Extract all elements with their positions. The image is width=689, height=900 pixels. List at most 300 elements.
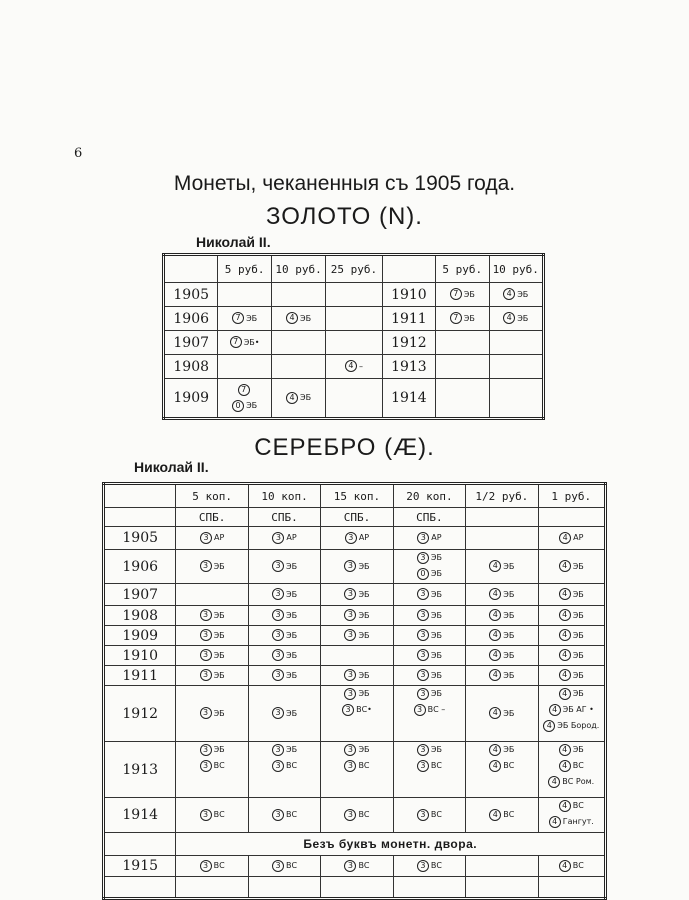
circled-number-icon: 3	[272, 760, 284, 772]
circled-number-icon: 3	[272, 809, 284, 821]
coin-cell	[176, 550, 248, 584]
mint-mark	[176, 706, 247, 722]
coin-cell	[436, 307, 489, 331]
circled-number-icon: 7	[238, 384, 250, 396]
circled-number-icon: 4	[559, 744, 571, 756]
mint-mark-label: ВС•	[356, 705, 372, 714]
coin-cell	[321, 527, 393, 550]
coin-cell	[176, 798, 248, 833]
coin-cell	[326, 379, 382, 419]
coin-cell	[248, 626, 320, 646]
gold-heading: ЗОЛОТО (N).	[266, 203, 423, 230]
mint-mark-label: АР	[286, 533, 297, 542]
year-cell: 1907	[104, 584, 176, 606]
coin-cell	[538, 646, 605, 666]
circled-number-icon: 3	[344, 609, 356, 621]
mint-mark-label: ВС Ром.	[562, 777, 595, 786]
mint-mark	[539, 798, 604, 814]
circled-number-icon: 3	[344, 629, 356, 641]
column-header	[164, 255, 218, 283]
year-cell	[104, 877, 176, 899]
mint-mark	[466, 608, 537, 624]
mint-mark-label: ЭБ	[503, 589, 515, 599]
mint-header	[104, 508, 176, 527]
mint-header	[538, 508, 605, 527]
mint-mark	[321, 686, 392, 702]
circled-number-icon: 4	[559, 588, 571, 600]
circled-number-icon: 3	[272, 609, 284, 621]
mint-mark-label: ВС	[213, 810, 225, 819]
coin-cell	[271, 307, 325, 331]
circled-number-icon: 4	[559, 560, 571, 572]
no-mint-label: Безъ буквъ монетн. двора.	[176, 833, 606, 856]
mint-mark-label: ВС	[358, 761, 370, 770]
mint-mark	[176, 668, 247, 684]
circled-number-icon: 4	[559, 800, 571, 812]
coin-cell	[393, 742, 465, 798]
mint-mark	[436, 311, 488, 327]
mint-mark-label: Гангут.	[562, 817, 594, 826]
silver-row	[104, 742, 606, 798]
circled-number-icon: 4	[559, 688, 571, 700]
mint-mark	[539, 628, 604, 644]
mint-mark	[218, 335, 270, 351]
circled-number-icon: 3	[200, 744, 212, 756]
coin-cell	[538, 626, 605, 646]
coin-cell	[489, 355, 544, 379]
mint-mark-label: ЭБ	[286, 630, 298, 640]
mint-mark-label: ЭБ	[430, 610, 442, 620]
coin-cell	[321, 666, 393, 686]
mint-mark-label: ВС	[430, 861, 442, 870]
mint-mark	[394, 566, 465, 582]
mint-mark-label: ЭБ	[286, 708, 298, 718]
coin-cell	[218, 331, 271, 355]
circled-number-icon: 3	[417, 688, 429, 700]
circled-number-icon: 4	[489, 560, 501, 572]
coin-cell	[466, 584, 538, 606]
mint-mark-label: ВС	[286, 761, 298, 770]
coin-cell	[176, 877, 248, 899]
coin-cell	[321, 584, 393, 606]
mint-mark	[176, 758, 247, 774]
mint-mark	[249, 668, 320, 684]
coin-cell	[393, 666, 465, 686]
coin-cell	[176, 527, 248, 550]
mint-mark-label: ЭБ	[572, 689, 584, 698]
coin-cell	[248, 584, 320, 606]
year-cell: 1911	[382, 307, 435, 331]
mint-mark	[249, 587, 320, 603]
mint-mark-label: ЭБ	[430, 689, 442, 698]
mint-mark	[539, 648, 604, 664]
coin-cell	[538, 742, 605, 798]
column-header: 5 руб.	[436, 255, 489, 283]
coin-cell	[248, 686, 320, 742]
year-cell: 1906	[164, 307, 218, 331]
mint-mark	[249, 858, 320, 874]
mint-mark	[394, 550, 465, 566]
mint-mark-label: ВС	[213, 861, 225, 870]
mint-mark-label: ЭБ	[572, 630, 584, 640]
mint-mark-label: ЭБ	[463, 289, 475, 299]
coin-cell	[538, 856, 605, 877]
mint-mark	[436, 287, 488, 303]
coin-cell	[393, 686, 465, 742]
mint-mark	[539, 668, 604, 684]
mint-mark	[466, 648, 537, 664]
mint-mark	[321, 807, 392, 823]
mint-mark	[490, 311, 543, 327]
coin-cell	[436, 283, 489, 307]
coin-cell	[321, 877, 393, 899]
circled-number-icon: 3	[417, 588, 429, 600]
coin-cell	[321, 686, 393, 742]
circled-number-icon: 3	[417, 669, 429, 681]
coin-cell	[321, 606, 393, 626]
coin-cell	[538, 584, 605, 606]
mint-mark	[249, 758, 320, 774]
circled-number-icon: 3	[200, 609, 212, 621]
year-cell: 1910	[382, 283, 435, 307]
coin-cell	[489, 379, 544, 419]
circled-number-icon: 7	[450, 312, 462, 324]
silver-ruler-label: Николай II.	[134, 459, 209, 475]
mint-mark-label: ЭБ	[503, 650, 515, 660]
mint-mark-label: ЭБ	[213, 745, 225, 754]
circled-number-icon: 3	[417, 860, 429, 872]
mint-mark-label: ЭБ	[572, 561, 584, 571]
coin-cell	[436, 379, 489, 419]
silver-row	[104, 856, 606, 877]
mint-mark	[326, 359, 381, 375]
mint-mark-label: ЭБ	[358, 610, 370, 620]
mint-header: СПБ.	[321, 508, 393, 527]
coin-cell	[218, 283, 271, 307]
circled-number-icon: 3	[417, 552, 429, 564]
coin-cell	[321, 742, 393, 798]
mint-mark	[539, 774, 604, 790]
circled-number-icon: 3	[200, 760, 212, 772]
mint-mark	[539, 758, 604, 774]
circled-number-icon: 0	[232, 400, 244, 412]
coin-cell	[393, 626, 465, 646]
circled-number-icon: 4	[489, 669, 501, 681]
year-cell: 1912	[104, 686, 176, 742]
coin-cell	[466, 606, 538, 626]
mint-mark	[466, 758, 537, 774]
mint-mark	[176, 648, 247, 664]
circled-number-icon: 3	[344, 688, 356, 700]
mint-mark-label: ЭБ	[213, 670, 225, 680]
mint-mark	[249, 706, 320, 722]
circled-number-icon: 3	[417, 744, 429, 756]
mint-mark	[466, 706, 537, 722]
coin-cell	[271, 355, 325, 379]
coin-cell	[489, 283, 544, 307]
silver-row	[104, 646, 606, 666]
circled-number-icon: 4	[489, 744, 501, 756]
circled-number-icon: 3	[344, 560, 356, 572]
mint-mark	[394, 686, 465, 702]
mint-mark	[249, 559, 320, 575]
circled-number-icon: 4	[559, 649, 571, 661]
mint-mark	[394, 628, 465, 644]
mint-mark-label: ЭБ	[246, 401, 258, 410]
circled-number-icon: 3	[414, 704, 426, 716]
mint-mark-label: ЭБ	[517, 289, 529, 299]
mint-mark	[321, 559, 392, 575]
mint-mark	[394, 587, 465, 603]
mint-mark	[176, 742, 247, 758]
coin-cell	[393, 527, 465, 550]
mint-mark	[394, 807, 465, 823]
mint-mark	[394, 608, 465, 624]
mint-mark-label: ЭБ	[430, 553, 442, 562]
mint-mark-label: ЭБ	[430, 589, 442, 599]
coin-cell	[218, 355, 271, 379]
mint-mark-label: ВС	[572, 801, 584, 810]
gold-row	[164, 283, 544, 307]
mint-mark-label: ВС	[358, 861, 370, 870]
mint-mark	[249, 742, 320, 758]
mint-mark-label: ЭБ	[286, 589, 298, 599]
mint-mark-label: ВС	[286, 861, 298, 870]
year-cell: 1914	[382, 379, 435, 419]
coin-cell	[538, 798, 605, 833]
coin-cell	[176, 626, 248, 646]
mint-mark-label: ЭБ	[358, 745, 370, 754]
circled-number-icon: 4	[548, 776, 560, 788]
mint-mark-label: ВС	[572, 761, 584, 770]
mint-mark	[539, 530, 604, 546]
circled-number-icon: 4	[489, 629, 501, 641]
coin-cell	[176, 742, 248, 798]
circled-number-icon: 3	[200, 560, 212, 572]
year-cell: 1915	[104, 856, 176, 877]
mint-mark-label: ЭБ	[286, 745, 298, 754]
column-header: 10 руб.	[271, 255, 325, 283]
mint-mark-label: ЭБ Бород.	[557, 721, 600, 730]
mint-mark-label: ЭБ	[213, 630, 225, 640]
circled-number-icon: 3	[417, 532, 429, 544]
year-cell: 1908	[104, 606, 176, 626]
mint-mark	[539, 742, 604, 758]
mint-mark-label: АР	[431, 533, 442, 542]
mint-mark	[539, 858, 604, 874]
mint-mark	[321, 587, 392, 603]
silver-row	[104, 666, 606, 686]
circled-number-icon: 3	[200, 629, 212, 641]
mint-mark-label: ЭБ	[572, 745, 584, 754]
circled-number-icon: 3	[200, 809, 212, 821]
circled-number-icon: 3	[272, 629, 284, 641]
circled-number-icon: 4	[489, 707, 501, 719]
mint-mark	[394, 758, 465, 774]
mint-mark-label: ЭБ	[572, 650, 584, 660]
coin-cell	[176, 686, 248, 742]
circled-number-icon: 3	[344, 809, 356, 821]
coin-cell	[248, 877, 320, 899]
coin-cell	[176, 606, 248, 626]
circled-number-icon: 4	[559, 669, 571, 681]
circled-number-icon: 4	[549, 704, 561, 716]
mint-mark	[466, 628, 537, 644]
coin-cell	[321, 646, 393, 666]
coin-cell	[248, 666, 320, 686]
mint-mark	[176, 530, 247, 546]
year-cell: 1913	[382, 355, 435, 379]
circled-number-icon: 3	[417, 760, 429, 772]
mint-mark	[321, 702, 392, 718]
coin-cell	[466, 666, 538, 686]
column-header: 20 коп.	[393, 484, 465, 508]
mint-mark-label: ВС	[286, 810, 298, 819]
mint-mark-label: ЭБ	[463, 313, 475, 323]
mint-mark	[218, 398, 270, 414]
mint-mark	[321, 858, 392, 874]
year-cell: 1911	[104, 666, 176, 686]
coin-cell	[489, 307, 544, 331]
year-cell: 1909	[104, 626, 176, 646]
mint-mark-label: ЭБ	[286, 610, 298, 620]
circled-number-icon: 3	[272, 707, 284, 719]
column-header: 5 коп.	[176, 484, 248, 508]
mint-mark-label: ЭБ	[503, 708, 515, 718]
column-header: 10 руб.	[489, 255, 544, 283]
mint-mark	[394, 742, 465, 758]
coin-cell	[466, 646, 538, 666]
circled-number-icon: 4	[559, 609, 571, 621]
gold-row	[164, 331, 544, 355]
mint-mark-label: ЭБ	[430, 745, 442, 754]
mint-mark	[321, 758, 392, 774]
mint-mark	[490, 287, 543, 303]
circled-number-icon: 3	[200, 649, 212, 661]
mint-mark	[176, 858, 247, 874]
mint-mark-label: ВС	[503, 761, 515, 770]
mint-mark-label: ВС –	[427, 705, 446, 714]
mint-mark	[249, 530, 320, 546]
mint-mark	[539, 608, 604, 624]
circled-number-icon: 4	[489, 649, 501, 661]
coin-cell	[489, 331, 544, 355]
mint-mark	[321, 742, 392, 758]
silver-row	[104, 686, 606, 742]
mint-header: СПБ.	[393, 508, 465, 527]
coin-cell	[321, 550, 393, 584]
year-cell: 1912	[382, 331, 435, 355]
coin-cell	[436, 355, 489, 379]
span-blank	[104, 833, 176, 856]
mint-mark-label: ЭБ	[430, 569, 442, 578]
coin-cell	[538, 666, 605, 686]
column-header	[104, 484, 176, 508]
coin-cell	[176, 666, 248, 686]
year-cell: 1913	[104, 742, 176, 798]
mint-mark-label: ЭБ	[430, 670, 442, 680]
circled-number-icon: 4	[489, 809, 501, 821]
circled-number-icon: 3	[272, 744, 284, 756]
mint-mark	[321, 608, 392, 624]
silver-row	[104, 606, 606, 626]
coin-cell	[393, 606, 465, 626]
mint-mark-label: ЭБ	[286, 670, 298, 680]
mint-header	[466, 508, 538, 527]
coin-cell	[393, 856, 465, 877]
gold-header-row	[164, 255, 544, 283]
circled-number-icon: 4	[549, 816, 561, 828]
coin-cell	[466, 877, 538, 899]
circled-number-icon: 3	[344, 760, 356, 772]
circled-number-icon: 0	[417, 568, 429, 580]
coin-cell	[326, 331, 382, 355]
circled-number-icon: 3	[417, 649, 429, 661]
year-cell: 1905	[164, 283, 218, 307]
circled-number-icon: 3	[272, 669, 284, 681]
mint-mark-label: ВС	[430, 761, 442, 770]
mint-mark	[539, 587, 604, 603]
mint-mark-label: ЭБ	[358, 589, 370, 599]
mint-mark-label: ЭБ	[213, 610, 225, 620]
circled-number-icon: 3	[417, 629, 429, 641]
mint-mark-label: ВС	[358, 810, 370, 819]
mint-mark-label: ЭБ	[358, 561, 370, 571]
span-row	[104, 833, 606, 856]
circled-number-icon: 3	[200, 669, 212, 681]
mint-mark	[539, 559, 604, 575]
mint-mark-label: ЭБ	[358, 630, 370, 640]
mint-mark-label: ЭБ	[572, 610, 584, 620]
silver-row	[104, 877, 606, 899]
gold-ruler-label: Николай II.	[196, 234, 271, 250]
coin-cell	[176, 584, 248, 606]
mint-mark-label: –	[358, 361, 363, 371]
coin-cell	[393, 646, 465, 666]
coin-cell	[466, 856, 538, 877]
mint-mark	[249, 608, 320, 624]
coin-cell	[326, 283, 382, 307]
circled-number-icon: 3	[345, 532, 357, 544]
silver-coin-table	[102, 482, 607, 900]
page-number: 6	[74, 146, 83, 161]
circled-number-icon: 3	[342, 704, 354, 716]
circled-number-icon: 4	[489, 588, 501, 600]
circled-number-icon: 3	[200, 532, 212, 544]
silver-header-row	[104, 484, 606, 508]
mint-mark	[539, 686, 604, 702]
mint-mark-label: ЭБ	[213, 650, 225, 660]
coin-cell	[321, 798, 393, 833]
circled-number-icon: 4	[543, 720, 555, 732]
year-cell: 1906	[104, 550, 176, 584]
mint-mark-label: ВС	[503, 810, 515, 819]
silver-row	[104, 626, 606, 646]
coin-cell	[538, 686, 605, 742]
coin-cell	[326, 355, 382, 379]
mint-mark	[394, 858, 465, 874]
coin-cell	[466, 626, 538, 646]
column-header: 5 руб.	[218, 255, 271, 283]
mint-mark-label: ЭБ	[503, 745, 515, 754]
circled-number-icon: 3	[200, 860, 212, 872]
mint-mark	[321, 530, 392, 546]
coin-cell	[436, 331, 489, 355]
coin-cell	[248, 646, 320, 666]
gold-row	[164, 307, 544, 331]
mint-mark	[321, 668, 392, 684]
circled-number-icon: 4	[345, 360, 357, 372]
